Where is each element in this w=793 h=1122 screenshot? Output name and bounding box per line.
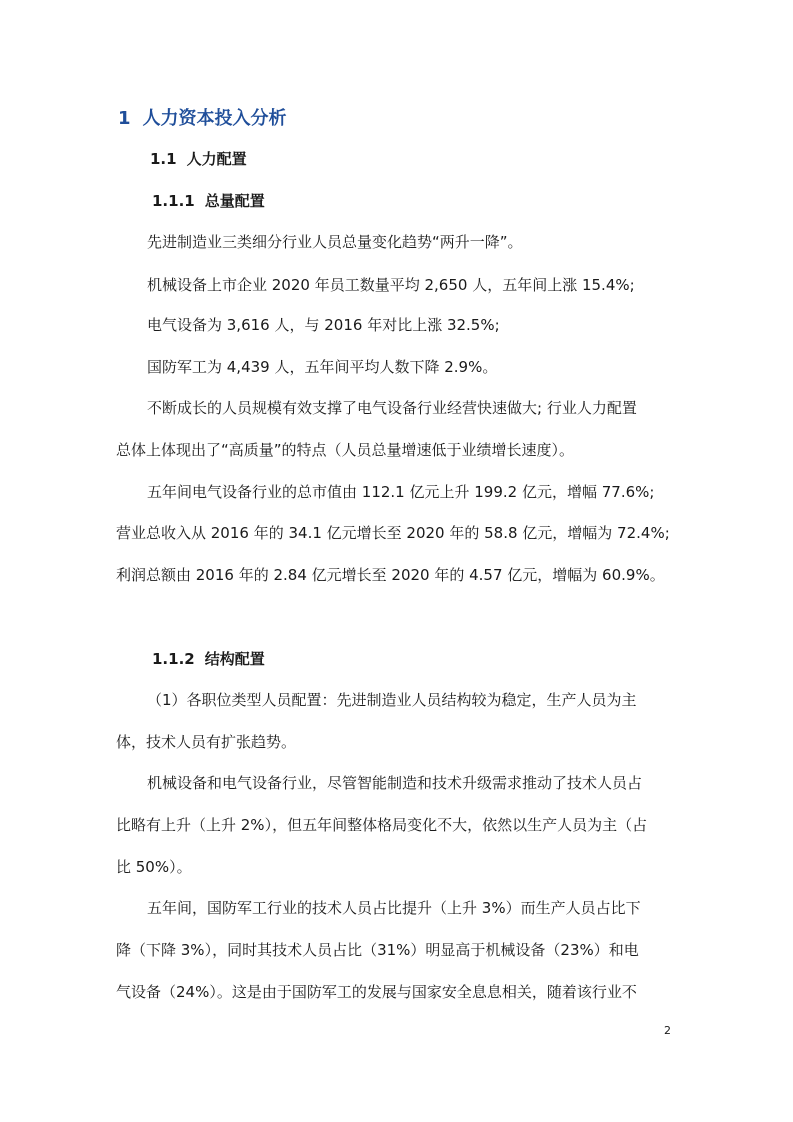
paragraph-line: 先进制造业三类细分行业人员总量变化趋势“两升一降”。 <box>147 233 523 251</box>
paragraph-line: 比 50%）。 <box>116 858 192 876</box>
heading-2-number: 1.1 <box>150 150 177 168</box>
paragraph-line: 不断成长的人员规模有效支撑了电气设备行业经营快速做大; 行业人力配置 <box>147 399 637 417</box>
heading-3-total <box>152 190 265 211</box>
heading-3-structure <box>152 648 265 669</box>
paragraph-line: 气设备（24%）。这是由于国防军工的发展与国家安全息息相关，随着该行业不 <box>116 983 637 1001</box>
paragraph-line: 机械设备和电气设备行业，尽管智能制造和技术升级需求推动了技术人员占 <box>147 774 643 792</box>
paragraph-line: 总体上体现出了“高质量”的特点（人员总量增速低于业绩增长速度）。 <box>116 441 575 459</box>
heading-1 <box>118 104 287 130</box>
heading-1-number: 1 <box>118 108 131 129</box>
paragraph-line: 利润总额由 2016 年的 2.84 亿元增长至 2020 年的 4.57 亿元，增幅为 60.9%。 <box>116 566 665 584</box>
paragraph-line: 营业总收入从 2016 年的 34.1 亿元增长至 2020 年的 58.8 亿元，增幅为 72.4%; <box>116 524 670 542</box>
heading-3-title: 总量配置 <box>204 192 265 210</box>
paragraph-line: 五年间，国防军工行业的技术人员占比提升（上升 3%）而生产人员占比下 <box>147 899 641 917</box>
paragraph-line: （1）各职位类型人员配置：先进制造业人员结构较为稳定，生产人员为主 <box>147 691 637 709</box>
paragraph-line: 国防军工为 4,439 人，五年间平均人数下降 2.9%。 <box>147 358 498 376</box>
heading-2 <box>150 148 247 169</box>
paragraph-line: 电气设备为 3,616 人，与 2016 年对比上涨 32.5%; <box>147 316 500 334</box>
paragraph-line: 机械设备上市企业 2020 年员工数量平均 2,650 人，五年间上涨 15.4%; <box>147 276 635 294</box>
heading-3-number: 1.1.2 <box>152 650 195 668</box>
page-number: 2 <box>664 1024 671 1037</box>
paragraph-line: 五年间电气设备行业的总市值由 112.1 亿元上升 199.2 亿元，增幅 77.6%; <box>147 483 655 501</box>
paragraph-line: 体，技术人员有扩张趋势。 <box>116 733 297 751</box>
heading-1-title: 人力资本投入分析 <box>142 108 287 129</box>
heading-3-title: 结构配置 <box>204 650 265 668</box>
heading-3-number: 1.1.1 <box>152 192 195 210</box>
heading-2-title: 人力配置 <box>186 150 247 168</box>
paragraph-line: 比略有上升（上升 2%），但五年间整体格局变化不大，依然以生产人员为主（占 <box>116 816 648 834</box>
paragraph-line: 降（下降 3%），同时其技术人员占比（31%）明显高于机械设备（23%）和电 <box>116 941 639 959</box>
